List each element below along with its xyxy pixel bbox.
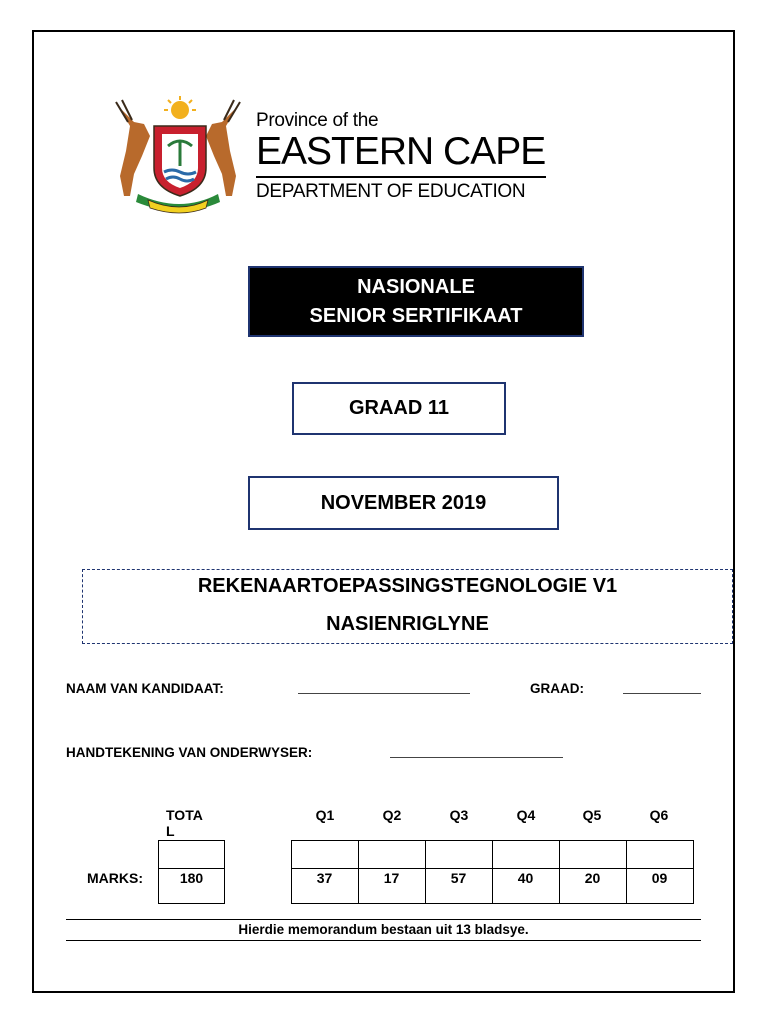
subject-box bbox=[82, 569, 733, 644]
candidate-name-field[interactable] bbox=[298, 693, 470, 694]
footer-bottom-rule bbox=[66, 940, 701, 941]
q1-header: Q1 bbox=[315, 807, 335, 823]
q6-header: Q6 bbox=[649, 807, 669, 823]
logo-line-province: Province of the bbox=[256, 110, 379, 131]
logo-divider bbox=[256, 176, 546, 178]
total-header: TOTA L bbox=[166, 807, 203, 839]
q1-value: 37 bbox=[316, 870, 333, 886]
q4-header: Q4 bbox=[516, 807, 536, 823]
subject-subtitle: NASIENRIGLYNE bbox=[326, 613, 489, 635]
certificate-title-line2: SENIOR SERTIFIKAAT bbox=[309, 304, 523, 327]
logo-line-department: DEPARTMENT OF EDUCATION bbox=[256, 181, 526, 202]
total-cell-divider bbox=[158, 868, 225, 869]
total-value: 180 bbox=[179, 870, 204, 886]
coat-of-arms-icon bbox=[108, 96, 248, 218]
q5-header: Q5 bbox=[582, 807, 602, 823]
q2-header: Q2 bbox=[382, 807, 402, 823]
page-count-note: Hierdie memorandum bestaan uit 13 bladsye. bbox=[238, 922, 529, 937]
candidate-name-label: NAAM VAN KANDIDAAT: bbox=[66, 681, 224, 696]
q4-value: 40 bbox=[517, 870, 534, 886]
grade-field-label: GRAAD: bbox=[530, 681, 584, 696]
q5-value: 20 bbox=[584, 870, 601, 886]
q3-value: 57 bbox=[450, 870, 467, 886]
q6-value: 09 bbox=[651, 870, 668, 886]
teacher-signature-label: HANDTEKENING VAN ONDERWYSER: bbox=[66, 745, 313, 760]
grade-field[interactable] bbox=[623, 693, 701, 694]
marks-label: MARKS: bbox=[87, 870, 143, 886]
department-logo bbox=[108, 96, 553, 218]
logo-line-eastern-cape: EASTERN CAPE bbox=[256, 130, 546, 173]
q2-value: 17 bbox=[383, 870, 400, 886]
subject-title: REKENAARTOEPASSINGSTEGNOLOGIE V1 bbox=[197, 575, 618, 597]
q3-header: Q3 bbox=[449, 807, 469, 823]
certificate-title-box bbox=[248, 266, 584, 337]
grade-box: GRAAD 11 bbox=[292, 382, 506, 435]
exam-date-box: NOVEMBER 2019 bbox=[248, 476, 559, 530]
teacher-signature-field[interactable] bbox=[390, 757, 563, 758]
footer-top-rule bbox=[66, 919, 701, 920]
certificate-title-line1: NASIONALE bbox=[357, 275, 475, 298]
